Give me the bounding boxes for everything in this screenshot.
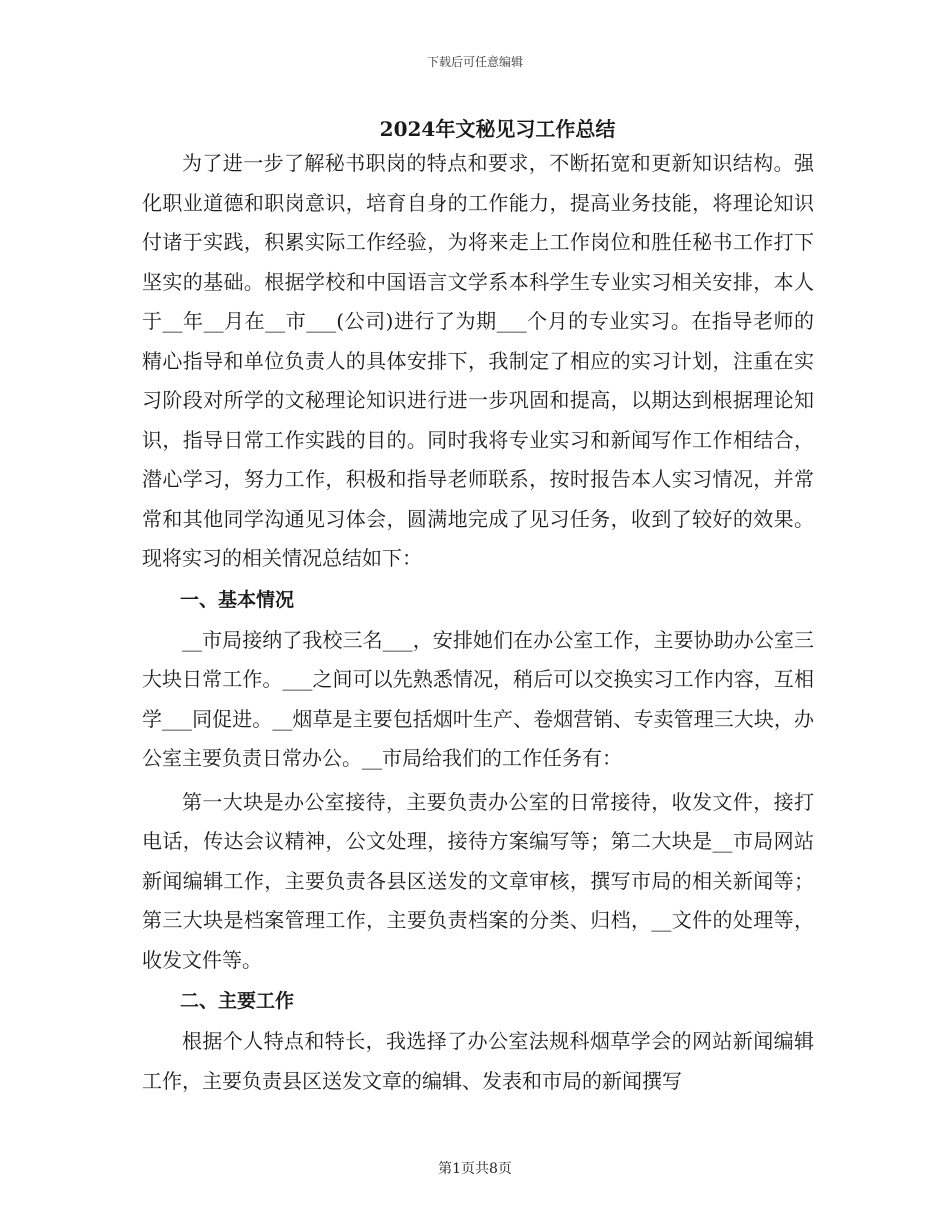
document-title: 2024年文秘见习工作总结: [379, 117, 616, 141]
section-heading-basic: 一、基本情况: [180, 588, 295, 611]
section1-paragraph-1: __市局接纳了我校三名___，安排她们在办公室工作，主要协助办公室三大块日常工作。___之间可以先熟悉情况，稍后可以交换实习工作内容，互相学___同促进。__烟草是主要包括烟叶生产、卷烟营销、专卖管理三大块，办公室主要负责日常办公。__市局给我们的工作任务有：: [142, 627, 814, 770]
section1-paragraph-2: 第一大块是办公室接待，主要负责办公室的日常接待，收发文件，接打电话，传达会议精神，公文处理，接待方案编写等；第二大块是__市局网站新闻编辑工作，主要负责各县区送发的文章审核，撰写市局的相关新闻等；第三大块是档案管理工作，主要负责档案的分类、归档，__文件的处理等，收发文件等。: [142, 789, 814, 972]
document-body: [142, 144, 814, 1101]
intro-paragraph: 为了进一步了解秘书职岗的特点和要求，不断拓宽和更新知识结构。强化职业道德和职岗意识，培育自身的工作能力，提高业务技能，将理论知识付诸于实践，积累实际工作经验，为将来走上工作岗位和胜任秘书工作打下坚实的基础。根据学校和中国语言文学系本科学生专业实习相关安排，本人于__年__月在__市___(公司)进行了为期___个月的专业实习。在指导老师的精心指导和单位负责人的具体安排下，我制定了相应的实习计划，注重在实习阶段对所学的文秘理论知识进行进一步巩固和提高，以期达到根据理论知识，指导日常工作实践的目的。同时我将专业实习和新闻写作工作相结合，潜心学习，努力工作，积极和指导老师联系，按时报告本人实习情况，并常常和其他同学沟通见习体会，圆满地完成了见习任务，收到了较好的效果。现将实习的相关情况总结如下：: [142, 151, 814, 570]
section2-paragraph-1: 根据个人特点和特长，我选择了办公室法规科烟草学会的网站新闻编辑工作，主要负责县区送发文章的编辑、发表和市局的新闻撰写: [142, 1029, 814, 1093]
section-heading-main-work: 二、主要工作: [180, 990, 295, 1012]
page-header-note: 下载后可任意编辑: [426, 55, 523, 69]
page-number: 第1页共8页: [438, 1161, 512, 1177]
